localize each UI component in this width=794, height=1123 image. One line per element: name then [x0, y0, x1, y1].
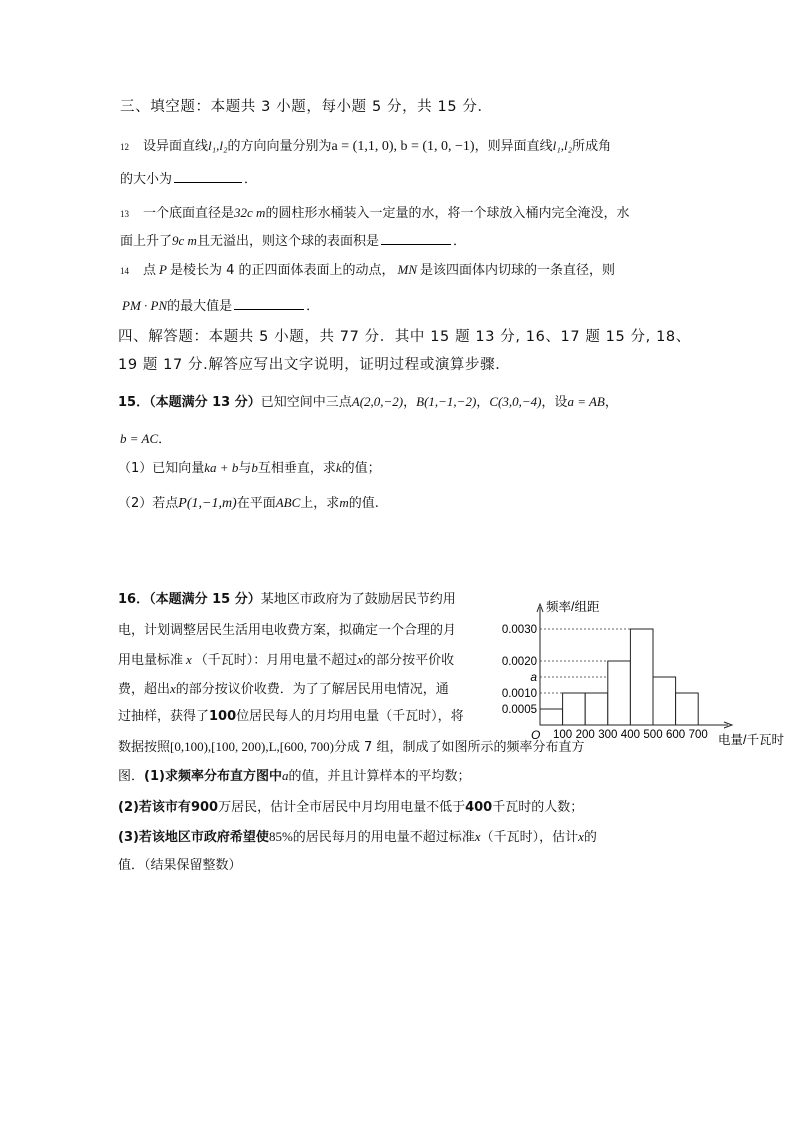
q14-text-a: 点	[143, 263, 157, 278]
x-tick-label-3: 400	[620, 729, 640, 741]
q14-end: ．	[306, 299, 320, 314]
q15-text-b: ，设	[541, 395, 568, 410]
q12-answer-blank[interactable]	[174, 169, 242, 183]
q15-p2-point: P(1,−1,m)	[178, 496, 237, 511]
x-axis-label: 电量/千瓦时	[718, 733, 784, 747]
question-16	[118, 591, 456, 609]
q16-line-2-row	[118, 622, 456, 640]
histogram-bar-2	[585, 693, 608, 725]
section-3-heading-text: 三、填空题：本题共 3 小题，每小题 5 分，共 15 分．	[120, 99, 493, 115]
q15-point-a: A(2,0,−2)	[351, 394, 404, 409]
q16-line-7c: 的值，并且计算样本的平均数；	[288, 769, 471, 784]
q16-part-2	[118, 799, 583, 817]
q16-line-6a: 数据按照[0,100),[100, 200),L,[600, 700)	[118, 739, 334, 754]
question-12	[120, 137, 611, 156]
q16-a: a	[281, 768, 289, 783]
q13-text-c: 面上升了	[120, 234, 173, 249]
q15-p2-m: m	[339, 495, 349, 510]
q15-p1-label: （1）已知向量	[118, 461, 205, 476]
section-4-heading-line-1	[118, 328, 691, 346]
q15-p1-expression: ka + b	[204, 460, 239, 475]
q15-p2-mid: 在平面	[236, 496, 276, 511]
question-15-part-2	[118, 494, 379, 513]
q16-p2a: (2)若该市有	[118, 800, 191, 815]
q15-p1-end: 互相垂直，求	[257, 461, 336, 476]
q16-part-3	[118, 828, 597, 847]
q12-text-d: 所成角	[572, 139, 612, 154]
q14-text-b: 是棱长为 4 的正四面体表面上的动点，	[169, 263, 395, 278]
q14-expression: PM · PN	[122, 298, 168, 313]
q13-text-b: 的圆柱形水桶装入一定量的水，将一个球放入桶内完全淹没，水	[265, 206, 630, 221]
histogram-bar-0	[540, 709, 563, 725]
q16-line-7a: 图．	[118, 769, 145, 784]
section-4-line-2-text: 19 题 17 分.解答应写出文字说明，证明过程或演算步骤．	[118, 357, 511, 373]
q15-p1-k: k	[335, 460, 342, 475]
q12-end: ．	[244, 172, 258, 187]
q16-line-5b: 100	[209, 709, 237, 724]
q16-x-5: x	[578, 829, 584, 844]
x-tick-label-4: 500	[643, 729, 663, 741]
q16-x-2: x	[357, 652, 364, 667]
q12-text-b: 的方向向量分别为	[227, 139, 332, 154]
q12-text-c: ，则异面直线	[474, 139, 553, 154]
y-tick-label-0: 0.0030	[501, 624, 537, 636]
q16-p3f: 值．（结果保留整数）	[118, 858, 242, 873]
q16-part-3-line-2	[118, 857, 242, 875]
q15-text-a: 已知空间中三点	[260, 395, 352, 410]
histogram-bar-6	[676, 693, 699, 725]
y-tick-label-4: 0.0005	[501, 704, 537, 716]
histogram-bar-5	[653, 677, 676, 725]
q16-line-1: 某地区市政府为了鼓励居民节约用	[260, 592, 456, 607]
q15-p1-b: b	[251, 460, 258, 475]
q16-line-4-row	[118, 680, 449, 699]
section-4-heading-line-2	[118, 356, 510, 374]
y-tick-label-2: a	[530, 670, 537, 684]
q15-p1-mid: 与	[238, 461, 252, 476]
x-tick-label-6: 700	[688, 729, 708, 741]
q16-p3e: 的	[583, 830, 597, 845]
q12-lines-symbol-2: l₁,l₂	[552, 138, 573, 153]
x-tick-label-0: 100	[553, 729, 573, 741]
histogram-bar-1	[563, 693, 586, 725]
question-12-number: 12	[120, 142, 129, 152]
question-13-number: 13	[120, 209, 129, 219]
histogram-bar-3	[608, 661, 631, 725]
q16-x-3: x	[170, 681, 176, 696]
q16-line-7-row	[118, 767, 470, 786]
q16-p2e: 千瓦时的人数；	[492, 800, 584, 815]
q14-text-d: 的最大值是	[167, 299, 233, 314]
q16-p2b: 900	[190, 800, 219, 815]
q15-vector-b-def: b = AC	[120, 431, 159, 446]
x-tick-label-2: 300	[598, 729, 618, 741]
q15-p2-tail: 的值.	[348, 496, 379, 511]
q16-heading: 16．（本题满分 15 分）	[118, 592, 261, 607]
y-tick-label-1: 0.0020	[501, 656, 537, 668]
q16-line-5a: 过抽样，获得了	[118, 709, 210, 724]
q16-line-3c: 的部分按平价收	[363, 653, 455, 668]
question-13	[120, 204, 629, 223]
question-14-number: 14	[120, 266, 129, 276]
q12-text-a: 设异面直线	[143, 139, 209, 154]
question-15: 15．（本题满分 13 分）已知空间中三点A(2,0,−2)，B(1,−1,−2)，C(3,0,−4)，设a = AB，	[118, 394, 618, 410]
q15-p2-end: 上，求	[300, 496, 340, 511]
q16-line-5c: 位居民每人的月均用电量（千瓦时），将	[236, 709, 464, 724]
q12-lines-symbol: l₁,l₂	[208, 138, 228, 153]
question-14	[120, 261, 615, 280]
x-tick-label-1: 200	[575, 729, 595, 741]
section-3-heading	[120, 98, 493, 116]
q16-line-3a: 用电量标准	[118, 653, 184, 668]
q16-p3d: （千瓦时），估计	[480, 830, 579, 845]
question-12-line-2	[120, 169, 257, 189]
q12-vectors: a = (1,1, 0), b = (1, 0, −1)	[331, 139, 475, 154]
q14-answer-blank[interactable]	[234, 296, 304, 310]
question-15-line-2: b = AC．	[120, 431, 172, 447]
q13-diameter: 32c m	[234, 205, 266, 220]
q15-p2-label: （2）若点	[118, 496, 179, 511]
q15-point-c: C(3,0,−4)	[489, 394, 542, 409]
q14-diameter-mn: MN	[397, 262, 418, 277]
q16-line-3b: （千瓦时）：月用电量不超过	[194, 653, 358, 668]
q13-answer-blank[interactable]	[381, 231, 451, 245]
q16-line-3-row	[118, 651, 454, 670]
question-15-part-1	[118, 459, 381, 478]
question-14-line-2	[122, 296, 319, 316]
q16-x-4: x	[474, 829, 481, 844]
q15-vector-a-def: a = AB	[567, 394, 605, 409]
q14-point-p: P	[159, 262, 167, 277]
q16-p3c: 的居民每月的用电量不超过标准	[292, 830, 475, 845]
q16-line-6b: 分成 7 组，制成了如图所示的频率分布直方	[333, 740, 585, 755]
histogram-bar-4	[630, 629, 653, 725]
q16-line-5-row	[118, 708, 464, 726]
frequency-histogram	[500, 595, 794, 755]
x-tick-label-5: 600	[666, 729, 686, 741]
q14-text-c: 是该四面体内切球的一条直径，则	[420, 263, 616, 278]
question-13-line-2	[120, 231, 466, 251]
q15-p1-tail: 的值；	[341, 461, 381, 476]
q16-line-7b: (1)求频率分布直方图中	[144, 769, 282, 784]
q16-p3b: 85%	[268, 829, 293, 844]
section-4-line-1-text: 四、解答题：本题共 5 小题，共 77 分．其中 15 题 13 分, 16、17 题 15 分, 18、	[118, 329, 691, 345]
q15-point-b: B(1,−1,−2)	[416, 394, 477, 409]
q13-text-a: 一个底面直径是	[143, 206, 235, 221]
q16-line-2: 电，计划调整居民生活用电收费方案，拟确定一个合理的月	[118, 623, 457, 638]
q16-line-4b: 的部分按议价收费．为了了解居民用电情况，通	[175, 682, 449, 697]
y-axis-label: 频率/组距	[546, 600, 600, 614]
q15-p2-plane: ABC	[275, 495, 301, 510]
q13-text-d: 且无溢出，则这个球的表面积是	[196, 234, 379, 249]
q16-p2c: 万居民，估计全市居民中月均用电量不低于	[218, 800, 466, 815]
q16-p2d: 400	[465, 800, 493, 815]
q16-p3a: (3)若该地区市政府希望使	[118, 830, 269, 845]
q13-end: ．	[452, 234, 466, 249]
y-tick-label-3: 0.0010	[501, 688, 537, 700]
origin-label: O	[531, 728, 541, 742]
q16-line-4a: 费，超出	[118, 682, 171, 697]
q13-rise: 9c m	[172, 233, 197, 248]
q12-text-e: 的大小为	[120, 172, 173, 187]
q16-x-1: x	[186, 652, 192, 667]
q15-heading: 15．（本题满分 13 分）	[118, 395, 261, 410]
